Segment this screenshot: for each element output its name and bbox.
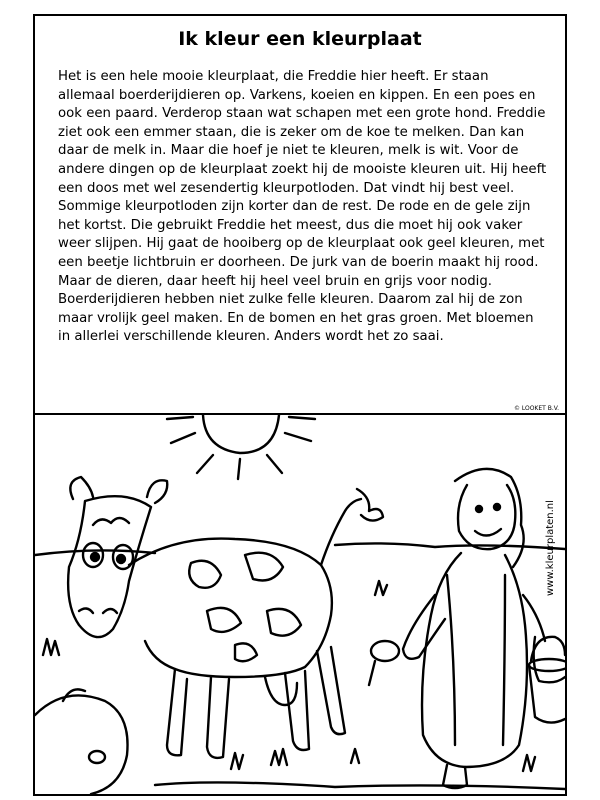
cow-drawing <box>68 477 383 758</box>
story-text: Het is een hele mooie kleurplaat, die Freddie hier heeft. Er staan allemaal boerderijdieren op. Varkens, koeien en kippen. En een poes en ook een paard. Verderop staan wat schapen met een grote hond. Freddie ziet ook een emmer staan, die is zeker om de koe te melken. Dan kan daar de melk in. Maar die hoef je niet te kleuren, melk is wit. Voor de andere dingen op de kleurplaat zoekt hij de mooiste kleuren uit. Hij heeft een doos met wel zesendertig kleurpotloden. Dat vindt hij best veel. Sommige kleurpotloden zijn korter dan de rest. De rode en de gele zijn het kortst. Die gebruikt Freddie het meest, dus die moet hij ook vaker weer slijpen. Hij gaat de hooiberg op de kleurplaat ook geel kleuren, met een beetje lichtbruin er doorheen. De jurk van de boerin maakt hij rood. Maar de dieren, daar heeft hij heel veel bruin en grijs voor nodig. Boerderijdieren hebben niet zulke felle kleuren. Daarom zal hij de zon maar vrolijk geel maken. En de bomen en het gras groen. Met bloemen in allerlei verschillende kleuren. Anders wordt het zo saai. <box>58 69 547 345</box>
text-panel <box>35 16 565 415</box>
farmer-woman-drawing <box>369 469 565 788</box>
coloring-page <box>33 14 567 796</box>
sun-drawing <box>167 415 315 479</box>
copyright-notice: © LOOKET B.V. <box>513 405 559 412</box>
site-watermark: www.kleurplaten.nl <box>545 500 556 596</box>
page-title: Ik kleur een kleurplaat <box>178 28 422 50</box>
coloring-illustration <box>35 415 565 794</box>
pig-head-drawing <box>35 689 128 794</box>
